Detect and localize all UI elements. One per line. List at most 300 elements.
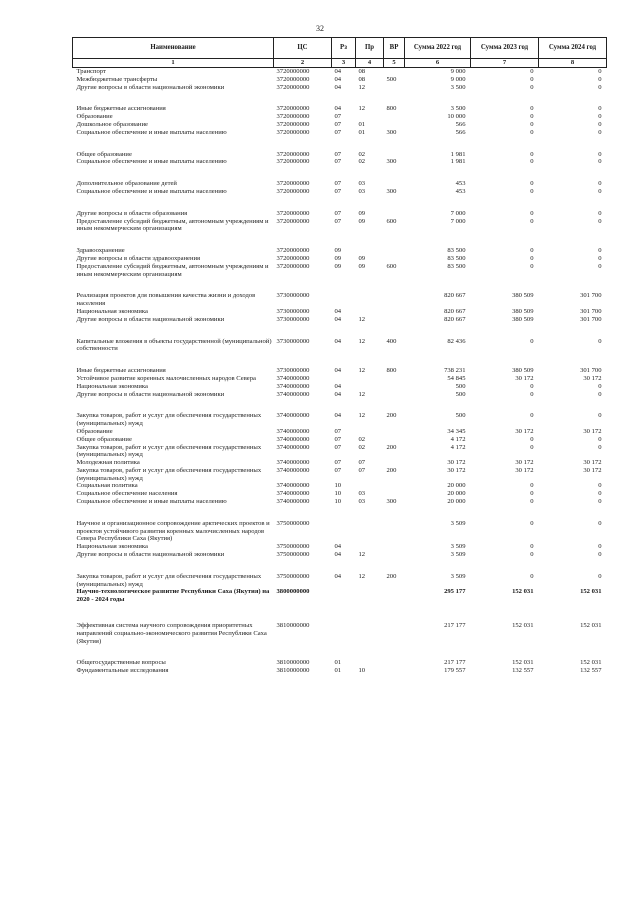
row-sum-2024: 0 (598, 180, 602, 188)
table-row (73, 667, 607, 675)
table-body (73, 68, 607, 676)
row-name: Общегосударственные вопросы (76, 659, 166, 667)
row-sum-2024: 0 (598, 247, 602, 255)
row-sum-2022: 1 981 (450, 158, 466, 166)
row-vr (384, 459, 405, 467)
column-number: 4 (356, 59, 384, 68)
row-rz: 07 (334, 466, 342, 474)
table-row (73, 121, 607, 129)
table-row (73, 375, 607, 383)
table-row (73, 196, 607, 218)
row-pr: 01 (358, 120, 366, 128)
row-name: Другие вопросы в области национальной экономики (76, 83, 225, 91)
table-row (73, 436, 607, 444)
row-sum-2024: 0 (598, 187, 602, 195)
row-name: Общее образование (76, 435, 132, 443)
row-pr: 03 (358, 498, 366, 506)
row-sum-2023: 0 (530, 128, 534, 136)
row-sum-2023: 0 (530, 551, 534, 559)
row-sum-2022: 9 000 (450, 75, 466, 83)
row-cs: 3720000000 (276, 262, 310, 270)
row-sum-2023: 0 (530, 390, 534, 398)
row-vr (384, 121, 405, 129)
row-name: Предоставление субсидий бюджетным, автономным учреждениям и иным некоммерческим организациям (76, 262, 269, 278)
row-pr (356, 543, 384, 551)
row-rz: 07 (334, 209, 342, 217)
row-rz: 01 (334, 659, 342, 667)
row-cs: 3720000000 (276, 180, 310, 188)
row-pr: 01 (358, 128, 366, 136)
row-sum-2023: 380 509 (512, 315, 534, 323)
row-pr (356, 383, 384, 391)
row-sum-2023: 0 (530, 435, 534, 443)
column-number: 8 (539, 59, 607, 68)
row-sum-2023: 132 557 (512, 667, 534, 675)
row-name: Научное и организационное сопровождение арктических проектов и проектов устойчивого развития коренных малочисленных народов Севера Республики Саха (Якутия) (76, 519, 270, 543)
row-cs: 3750000000 (276, 519, 310, 527)
row-vr: 600 (386, 217, 397, 225)
row-cs: 3720000000 (276, 209, 310, 217)
row-pr: 07 (358, 459, 366, 467)
table-row (73, 137, 607, 159)
row-sum-2022: 83 500 (447, 262, 466, 270)
row-vr: 200 (386, 412, 397, 420)
row-sum-2023: 0 (530, 247, 534, 255)
row-vr (384, 84, 405, 92)
table-row (73, 91, 607, 113)
row-rz: 09 (334, 254, 342, 262)
row-sum-2024: 0 (598, 435, 602, 443)
row-cs: 3720000000 (276, 158, 310, 166)
header-cs: ЦС (274, 38, 332, 59)
row-name: Дополнительное образование детей (76, 180, 177, 188)
row-name: Другие вопросы в области образования (76, 209, 188, 217)
row-vr (384, 428, 405, 436)
row-name: Межбюджетные трансферты (76, 75, 158, 83)
table-row (73, 84, 607, 92)
table-row (73, 482, 607, 490)
row-sum-2023: 152 031 (512, 622, 534, 630)
row-sum-2022: 295 177 (444, 588, 466, 596)
column-number: 5 (384, 59, 405, 68)
row-pr (356, 233, 384, 255)
row-sum-2023: 30 172 (515, 459, 534, 467)
row-name: Другие вопросы в области национальной экономики (76, 390, 225, 398)
row-rz: 04 (334, 412, 342, 420)
row-sum-2022: 3 509 (450, 519, 466, 527)
row-sum-2022: 566 (455, 128, 466, 136)
row-cs: 3730000000 (276, 337, 310, 345)
header-sum-2023: Сумма 2023 год (471, 38, 539, 59)
table-row (73, 308, 607, 316)
row-vr (384, 506, 405, 543)
row-name: Социальное обеспечение и иные выплаты населению (76, 187, 227, 195)
row-rz: 04 (334, 105, 342, 113)
row-vr (384, 68, 405, 76)
table-row (73, 324, 607, 354)
row-name: Эффективная система научного сопровождения приоритетных направлений социально-экономического развития Республики Саха (Якутия) (76, 622, 267, 645)
row-pr (356, 588, 384, 604)
row-name: Транспорт (76, 68, 106, 75)
row-sum-2022: 9 000 (450, 68, 466, 75)
row-rz: 07 (334, 158, 342, 166)
row-pr (356, 482, 384, 490)
row-sum-2022: 30 172 (447, 459, 466, 467)
table-row (73, 68, 607, 76)
row-vr (384, 667, 405, 675)
table-row (73, 551, 607, 559)
row-sum-2023: 0 (530, 262, 534, 270)
table-row (73, 76, 607, 84)
table-row (73, 129, 607, 137)
table-row (73, 506, 607, 543)
row-rz: 04 (334, 382, 342, 390)
table-row (73, 278, 607, 308)
row-cs: 3730000000 (276, 315, 310, 323)
row-cs: 3720000000 (276, 83, 310, 91)
budget-table (72, 37, 607, 675)
row-sum-2024: 0 (598, 482, 602, 490)
row-sum-2022: 4 172 (450, 435, 466, 443)
row-pr: 03 (358, 490, 366, 498)
row-cs: 3720000000 (276, 113, 310, 121)
row-cs: 3800000000 (276, 588, 310, 596)
table-row (73, 498, 607, 506)
row-pr: 09 (358, 262, 366, 270)
row-sum-2022: 7 000 (450, 209, 466, 217)
row-pr: 07 (358, 466, 366, 474)
row-sum-2023: 152 031 (512, 659, 534, 667)
row-cs: 3720000000 (276, 150, 310, 158)
row-sum-2022: 82 436 (447, 337, 466, 345)
row-vr (384, 383, 405, 391)
row-cs: 3740000000 (276, 374, 310, 382)
row-sum-2023: 0 (530, 412, 534, 420)
row-rz: 04 (334, 307, 342, 315)
row-sum-2023: 0 (530, 543, 534, 551)
row-cs: 3750000000 (276, 543, 310, 551)
row-sum-2024: 0 (598, 105, 602, 113)
row-vr: 800 (386, 105, 397, 113)
row-sum-2022: 54 845 (447, 374, 466, 382)
header-sum-2022: Сумма 2022 год (405, 38, 471, 59)
row-sum-2023: 0 (530, 482, 534, 490)
table-row (73, 444, 607, 460)
row-sum-2023: 0 (530, 254, 534, 262)
row-vr (384, 551, 405, 559)
row-sum-2024: 0 (598, 128, 602, 136)
row-vr (384, 490, 405, 498)
row-sum-2023: 0 (530, 382, 534, 390)
row-sum-2024: 0 (598, 490, 602, 498)
row-vr (384, 391, 405, 399)
row-pr: 12 (358, 390, 366, 398)
row-sum-2024: 0 (598, 209, 602, 217)
column-number: 3 (332, 59, 356, 68)
row-rz (332, 375, 356, 383)
column-number: 6 (405, 59, 471, 68)
row-vr (384, 308, 405, 316)
row-vr: 300 (386, 187, 397, 195)
row-sum-2022: 20 000 (447, 498, 466, 506)
row-name: Социальная политика (76, 482, 138, 490)
row-sum-2024: 0 (598, 68, 602, 75)
row-cs: 3810000000 (276, 667, 310, 675)
row-rz: 04 (334, 75, 342, 83)
row-pr (356, 113, 384, 121)
row-sum-2024: 0 (598, 83, 602, 91)
row-name: Закупка товаров, работ и услуг для обеспечения государственных (муниципальных) нужд (76, 412, 262, 428)
row-rz: 07 (334, 435, 342, 443)
row-pr (356, 645, 384, 667)
row-sum-2022: 3 509 (450, 572, 466, 580)
row-vr: 200 (386, 572, 397, 580)
row-vr (384, 588, 405, 604)
row-sum-2022: 34 345 (447, 427, 466, 435)
row-rz (332, 278, 356, 308)
row-sum-2023: 0 (530, 209, 534, 217)
row-sum-2022: 820 667 (444, 307, 466, 315)
row-name: Национальная экономика (76, 543, 148, 551)
row-pr: 08 (358, 75, 366, 83)
row-name: Социальное обеспечение и иные выплаты населению (76, 158, 227, 166)
header-sum-2024: Сумма 2024 год (539, 38, 607, 59)
row-sum-2024: 0 (598, 519, 602, 527)
row-rz: 07 (334, 187, 342, 195)
row-sum-2023: 0 (530, 120, 534, 128)
row-pr: 09 (358, 254, 366, 262)
row-pr (356, 506, 384, 543)
row-vr: 200 (386, 466, 397, 474)
row-name: Иные бюджетные ассигнования (76, 105, 166, 113)
row-sum-2022: 500 (455, 390, 466, 398)
row-vr (384, 137, 405, 159)
row-sum-2022: 3 500 (450, 83, 466, 91)
row-name: Реализация проектов для повышения качества жизни и доходов населения (76, 292, 256, 308)
row-pr (356, 375, 384, 383)
row-sum-2022: 820 667 (444, 292, 466, 300)
row-rz (332, 506, 356, 543)
row-pr: 08 (358, 68, 366, 75)
row-sum-2024: 0 (598, 390, 602, 398)
row-sum-2023: 30 172 (515, 374, 534, 382)
row-cs: 3740000000 (276, 435, 310, 443)
row-sum-2024: 132 557 (580, 667, 602, 675)
row-name: Социальное обеспечение населения (76, 490, 178, 498)
header-pr: Пр (356, 38, 384, 59)
row-pr (356, 604, 384, 645)
row-rz: 04 (334, 68, 342, 75)
row-sum-2023: 0 (530, 490, 534, 498)
row-pr: 12 (358, 572, 366, 580)
row-sum-2023: 0 (530, 443, 534, 451)
row-name: Здравоохранение (76, 247, 125, 255)
row-vr (384, 543, 405, 551)
row-pr: 02 (358, 443, 366, 451)
row-sum-2022: 20 000 (447, 490, 466, 498)
row-name: Фундаментальные исследования (76, 667, 169, 675)
row-cs: 3730000000 (276, 292, 310, 300)
column-number: 1 (73, 59, 274, 68)
row-sum-2022: 820 667 (444, 315, 466, 323)
row-name: Другие вопросы в области национальной экономики (76, 551, 225, 559)
table-row (73, 604, 607, 645)
row-sum-2022: 83 500 (447, 247, 466, 255)
row-rz: 07 (334, 120, 342, 128)
row-cs: 3750000000 (276, 572, 310, 580)
row-cs: 3720000000 (276, 105, 310, 113)
table-row (73, 316, 607, 324)
row-name: Молодежная политика (76, 459, 140, 467)
row-name: Другие вопросы в области национальной экономики (76, 315, 225, 323)
row-sum-2024: 0 (598, 572, 602, 580)
row-sum-2023: 0 (530, 519, 534, 527)
row-name: Национальная экономика (76, 307, 148, 315)
row-pr (356, 428, 384, 436)
table-row (73, 383, 607, 391)
table-row (73, 255, 607, 263)
row-sum-2023: 0 (530, 83, 534, 91)
row-cs: 3740000000 (276, 466, 310, 474)
row-cs: 3740000000 (276, 459, 310, 467)
table-row (73, 398, 607, 428)
row-name: Научно-технологическое развитие Республики Саха (Якутия) на 2020 - 2024 годы (76, 588, 270, 604)
row-sum-2022: 500 (455, 412, 466, 420)
row-name: Устойчивое развитие коренных малочисленных народов Севера (76, 374, 256, 382)
row-cs: 3720000000 (276, 217, 310, 225)
row-pr: 12 (358, 105, 366, 113)
row-rz: 09 (334, 262, 342, 270)
row-name: Социальное обеспечение и иные выплаты населению (76, 498, 227, 506)
row-name: Социальное обеспечение и иные выплаты населению (76, 128, 227, 136)
row-name: Дошкольное образование (76, 120, 148, 128)
row-sum-2024: 0 (598, 337, 602, 345)
row-pr: 12 (358, 367, 366, 375)
row-name: Закупка товаров, работ и услуг для обеспечения государственных (муниципальных) нужд (76, 466, 262, 482)
row-cs: 3730000000 (276, 367, 310, 375)
row-sum-2024: 0 (598, 382, 602, 390)
row-cs: 3720000000 (276, 254, 310, 262)
row-sum-2024: 0 (598, 158, 602, 166)
row-pr: 12 (358, 337, 366, 345)
row-sum-2024: 0 (598, 254, 602, 262)
row-sum-2023: 0 (530, 187, 534, 195)
table-row (73, 263, 607, 279)
row-sum-2024: 30 172 (583, 466, 602, 474)
table-row (73, 391, 607, 399)
row-sum-2023: 0 (530, 337, 534, 345)
page-number: 32 (316, 24, 324, 33)
row-rz: 07 (334, 180, 342, 188)
row-pr: 02 (358, 158, 366, 166)
row-sum-2024: 30 172 (583, 459, 602, 467)
table-row (73, 353, 607, 375)
row-rz: 07 (334, 113, 342, 121)
column-number: 2 (274, 59, 332, 68)
row-vr: 300 (386, 128, 397, 136)
row-cs: 3720000000 (276, 187, 310, 195)
row-cs: 3740000000 (276, 382, 310, 390)
row-sum-2022: 3 509 (450, 551, 466, 559)
row-sum-2024: 0 (598, 113, 602, 121)
row-name: Закупка товаров, работ и услуг для обеспечения государственных (муниципальных) нужд (76, 572, 262, 588)
row-sum-2024: 0 (598, 551, 602, 559)
row-cs: 3740000000 (276, 498, 310, 506)
row-pr: 12 (358, 83, 366, 91)
row-sum-2023: 0 (530, 75, 534, 83)
table-row (73, 645, 607, 667)
row-sum-2024: 0 (598, 412, 602, 420)
row-cs: 3740000000 (276, 482, 310, 490)
row-sum-2022: 10 000 (447, 113, 466, 121)
row-sum-2022: 453 (455, 180, 466, 188)
table-row (73, 158, 607, 166)
row-sum-2024: 30 172 (583, 427, 602, 435)
row-pr: 02 (358, 150, 366, 158)
row-vr: 200 (386, 443, 397, 451)
row-sum-2024: 152 031 (580, 622, 602, 630)
row-pr: 10 (358, 667, 366, 675)
row-sum-2023: 0 (530, 150, 534, 158)
row-vr: 400 (386, 337, 397, 345)
row-vr: 800 (386, 367, 397, 375)
row-pr: 12 (358, 315, 366, 323)
table-row (73, 428, 607, 436)
row-sum-2024: 0 (598, 443, 602, 451)
table-row (73, 467, 607, 483)
row-name: Общее образование (76, 150, 132, 158)
column-number-row (73, 59, 607, 68)
row-sum-2022: 3 509 (450, 543, 466, 551)
row-pr: 12 (358, 412, 366, 420)
row-sum-2022: 1 981 (450, 150, 466, 158)
column-number: 7 (471, 59, 539, 68)
row-name: Иные бюджетные ассигнования (76, 367, 166, 375)
row-vr (384, 255, 405, 263)
row-sum-2023: 380 509 (512, 307, 534, 315)
row-rz (332, 604, 356, 645)
row-name: Другие вопросы в области здравоохранения (76, 254, 201, 262)
row-sum-2023: 30 172 (515, 427, 534, 435)
row-cs: 3740000000 (276, 412, 310, 420)
row-pr: 09 (358, 209, 366, 217)
row-sum-2023: 30 172 (515, 466, 534, 474)
row-sum-2024: 0 (598, 498, 602, 506)
row-sum-2022: 566 (455, 120, 466, 128)
row-vr (384, 604, 405, 645)
row-sum-2024: 301 700 (580, 367, 602, 375)
table-row (73, 218, 607, 234)
row-sum-2023: 380 509 (512, 292, 534, 300)
row-sum-2024: 152 031 (580, 659, 602, 667)
row-sum-2022: 217 177 (444, 659, 466, 667)
row-cs: 3810000000 (276, 659, 310, 667)
row-sum-2024: 152 031 (580, 588, 602, 596)
row-sum-2023: 380 509 (512, 367, 534, 375)
row-rz: 04 (334, 83, 342, 91)
row-sum-2023: 0 (530, 158, 534, 166)
row-cs: 3720000000 (276, 75, 310, 83)
row-sum-2022: 179 557 (444, 667, 466, 675)
row-vr (384, 278, 405, 308)
row-cs: 3720000000 (276, 68, 310, 75)
row-pr: 03 (358, 180, 366, 188)
row-cs: 3720000000 (276, 128, 310, 136)
row-cs: 3720000000 (276, 247, 310, 255)
row-rz: 07 (334, 459, 342, 467)
table-row (73, 459, 607, 467)
row-cs: 3730000000 (276, 307, 310, 315)
